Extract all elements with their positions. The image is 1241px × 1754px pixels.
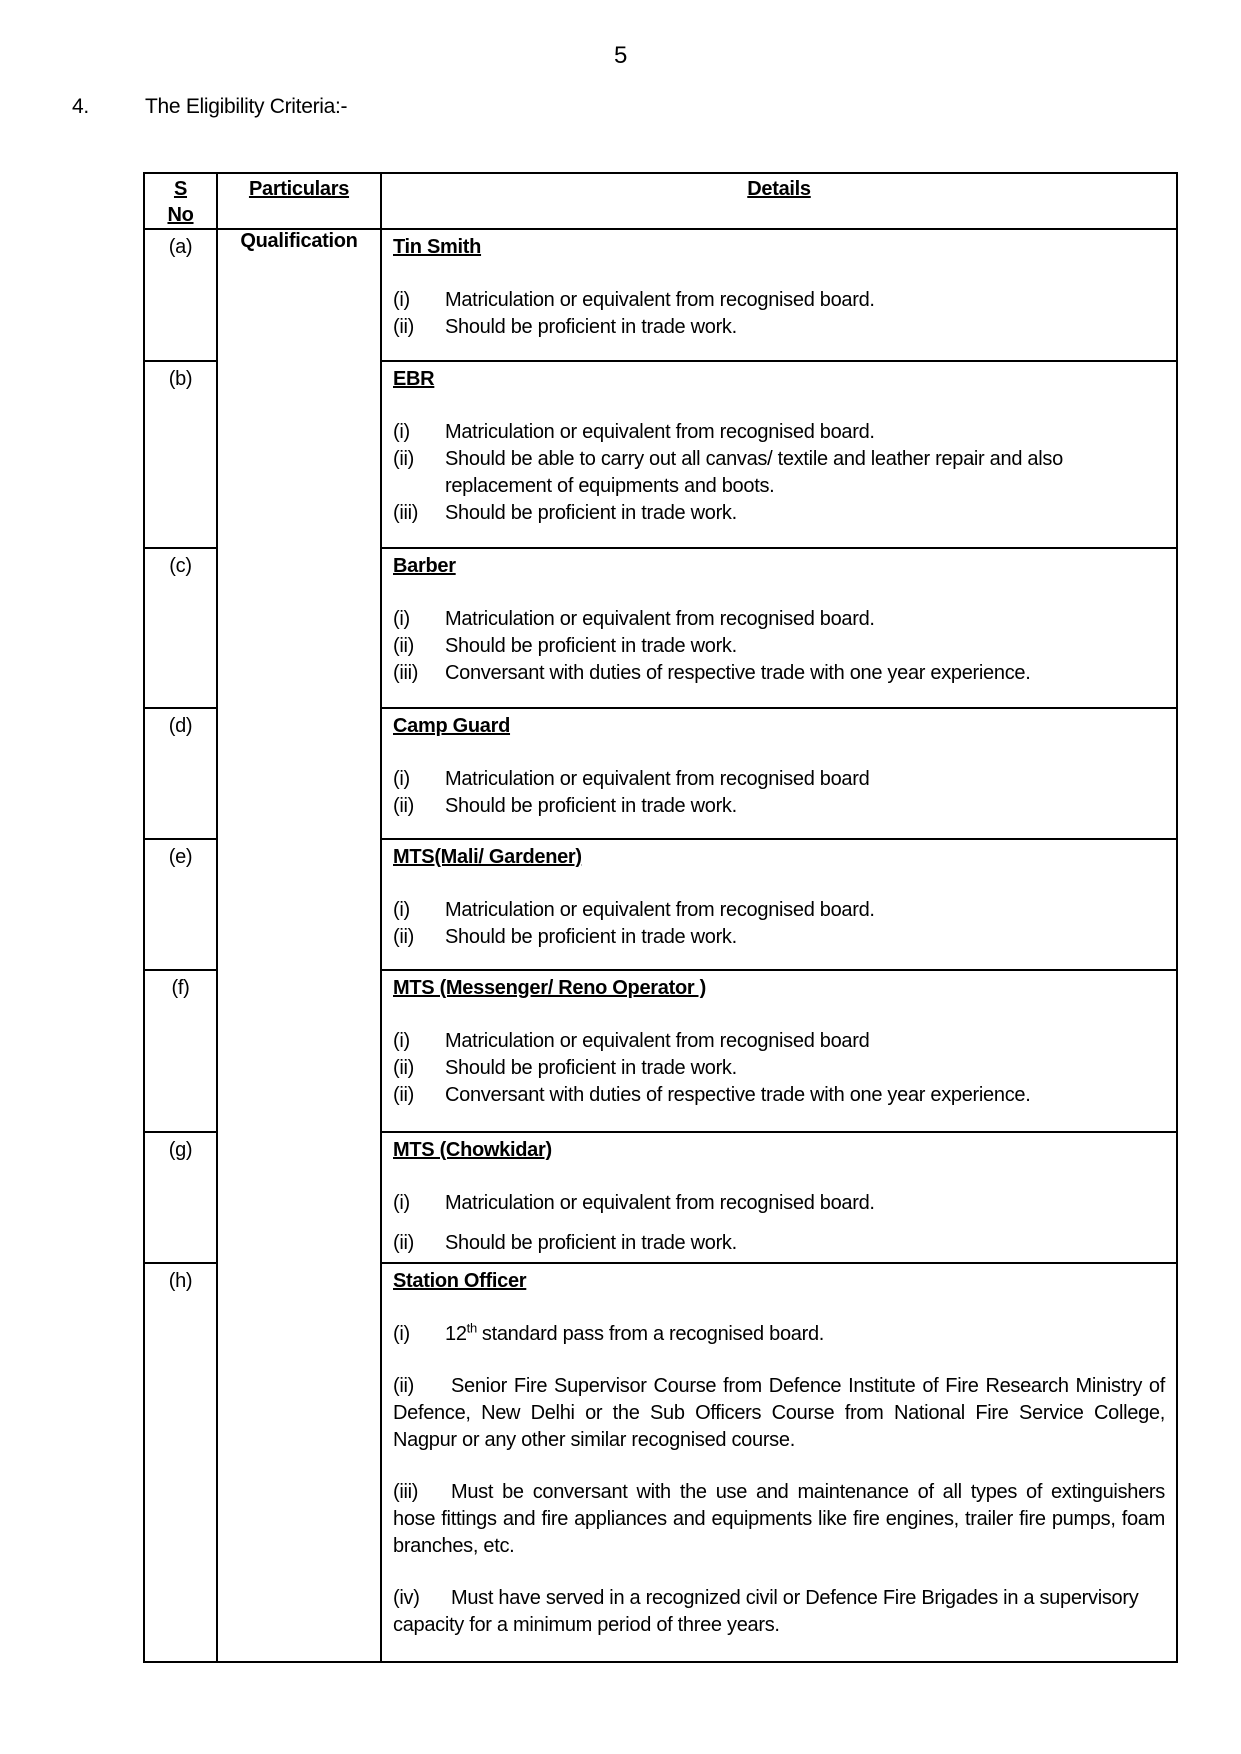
item-marker: (ii) (393, 926, 415, 948)
requirement-list (393, 1028, 1165, 1109)
item-marker: (i) (393, 1192, 410, 1214)
item-marker: (ii) (393, 795, 415, 817)
requirement-item (393, 500, 1165, 527)
item-text: Should be proficient in trade work. (445, 795, 737, 817)
item-text: standard pass from a recognised board. (481, 1323, 825, 1345)
details-cell (381, 1132, 1177, 1263)
header-sno-line2: No (167, 204, 194, 226)
item-text: Matriculation or equivalent from recognised board. (445, 608, 875, 630)
requirement-item (393, 314, 1165, 341)
requirement-list (393, 606, 1165, 687)
requirement-item (393, 1373, 1165, 1454)
requirement-list (393, 766, 1165, 820)
item-text-number: 12 (445, 1323, 467, 1345)
item-text: Conversant with duties of respective trade with one year experience. (445, 662, 1031, 684)
item-marker: (iv) (393, 1587, 420, 1609)
requirement-item (393, 606, 1165, 633)
particulars-cell: Qualification (217, 229, 381, 1662)
item-marker: (ii) (393, 1232, 415, 1254)
details-cell (381, 229, 1177, 361)
details-cell (381, 708, 1177, 839)
item-marker: (ii) (393, 1057, 415, 1079)
details-cell (381, 548, 1177, 708)
requirement-item (393, 1028, 1165, 1055)
item-marker: (ii) (393, 448, 415, 470)
requirement-item (393, 897, 1165, 924)
item-text: Conversant with duties of respective trade with one year experience. (445, 1084, 1031, 1106)
item-marker: (i) (393, 899, 410, 921)
item-text: Matriculation or equivalent from recognised board. (445, 1192, 875, 1214)
item-marker: (i) (393, 1030, 410, 1052)
trade-title: EBR (393, 368, 435, 390)
sno-cell: (g) (144, 1132, 217, 1263)
item-marker: (iii) (393, 502, 419, 524)
requirement-list (393, 419, 1165, 527)
item-text: Matriculation or equivalent from recognised board. (445, 421, 875, 443)
trade-title: MTS(Mali/ Gardener) (393, 846, 582, 868)
section-number: 4. (72, 95, 89, 118)
item-marker: (ii) (393, 316, 415, 338)
item-text: Matriculation or equivalent from recognised board (445, 768, 870, 790)
item-text: Matriculation or equivalent from recognised board (445, 1030, 870, 1052)
item-marker: (ii) (393, 1084, 415, 1106)
details-cell (381, 970, 1177, 1132)
requirement-list (393, 897, 1165, 951)
requirement-item (393, 1230, 1165, 1257)
details-cell (381, 1263, 1177, 1662)
item-text: Matriculation or equivalent from recognised board. (445, 899, 875, 921)
sno-cell: (d) (144, 708, 217, 839)
item-text: Should be proficient in trade work. (445, 1232, 737, 1254)
item-text: Matriculation or equivalent from recognised board. (445, 289, 875, 311)
header-details (381, 173, 1177, 229)
sno-cell: (c) (144, 548, 217, 708)
requirement-item (393, 446, 1165, 500)
requirement-item (393, 793, 1165, 820)
details-cell (381, 361, 1177, 548)
sno-cell: (a) (144, 229, 217, 361)
item-text: Should be proficient in trade work. (445, 635, 737, 657)
trade-title: Station Officer (393, 1270, 527, 1292)
sno-cell: (h) (144, 1263, 217, 1662)
requirement-item (393, 633, 1165, 660)
page-number: 5 (613, 42, 628, 69)
requirement-item (393, 287, 1165, 314)
item-marker: (i) (393, 768, 410, 790)
sno-cell: (e) (144, 839, 217, 970)
trade-title: Camp Guard (393, 715, 511, 737)
item-marker: (i) (393, 421, 410, 443)
trade-title: Tin Smith (393, 236, 482, 258)
trade-title: MTS (Chowkidar) (393, 1139, 552, 1161)
requirement-item (393, 419, 1165, 446)
item-marker: (ii) (393, 635, 415, 657)
table-header-row (144, 173, 1177, 229)
requirement-list (393, 1321, 1165, 1639)
requirement-item (393, 924, 1165, 951)
requirement-item (393, 1082, 1165, 1109)
trade-title: Barber (393, 555, 456, 577)
requirement-item (393, 766, 1165, 793)
header-particulars (217, 173, 381, 229)
header-sno-line1: S (173, 178, 188, 200)
sno-cell: (f) (144, 970, 217, 1132)
section-title: The Eligibility Criteria:- (145, 95, 348, 118)
item-text: Senior Fire Supervisor Course from Defence Institute of Fire Research Ministry of Defence, New Delhi or the Sub Officers Course from National Fire Service College, Nagpur or any other similar recognised course. (393, 1375, 1165, 1451)
details-cell (381, 839, 1177, 970)
requirement-item (393, 660, 1165, 687)
item-text: Must have served in a recognized civil or Defence Fire Brigades in a supervisory capacity for a minimum period of three years. (393, 1587, 1139, 1636)
item-text: Should be proficient in trade work. (445, 502, 737, 524)
requirement-item (393, 1585, 1165, 1639)
item-text: Should be proficient in trade work. (445, 926, 737, 948)
eligibility-criteria-table (143, 172, 1178, 1663)
requirement-list (393, 287, 1165, 341)
item-marker: (ii) (393, 1375, 415, 1397)
requirement-item (393, 1321, 1165, 1348)
item-marker: (iii) (393, 1481, 419, 1503)
header-details-label: Details (747, 178, 811, 200)
trade-title: MTS (Messenger/ Reno Operator ) (393, 977, 706, 999)
header-particulars-label: Particulars (248, 178, 350, 200)
item-marker: (iii) (393, 662, 419, 684)
item-text: Must be conversant with the use and maintenance of all types of extinguishers hose fittings and fire appliances and equipments like fire engines, trailer fire pumps, foam branches, etc. (393, 1481, 1165, 1557)
item-text: Should be proficient in trade work. (445, 316, 737, 338)
requirement-item (393, 1190, 1165, 1217)
item-marker: (i) (393, 608, 410, 630)
item-text-superscript: th (466, 1320, 477, 1336)
header-sno (144, 173, 217, 229)
requirement-item (393, 1055, 1165, 1082)
item-text: Should be able to carry out all canvas/ textile and leather repair and also replacement of equipments and boots. (445, 448, 1063, 497)
item-marker: (i) (393, 289, 410, 311)
item-text: Should be proficient in trade work. (445, 1057, 737, 1079)
requirement-item (393, 1479, 1165, 1560)
item-marker: (i) (393, 1323, 410, 1345)
requirement-list (393, 1190, 1165, 1257)
table-row (144, 229, 1177, 361)
sno-cell: (b) (144, 361, 217, 548)
